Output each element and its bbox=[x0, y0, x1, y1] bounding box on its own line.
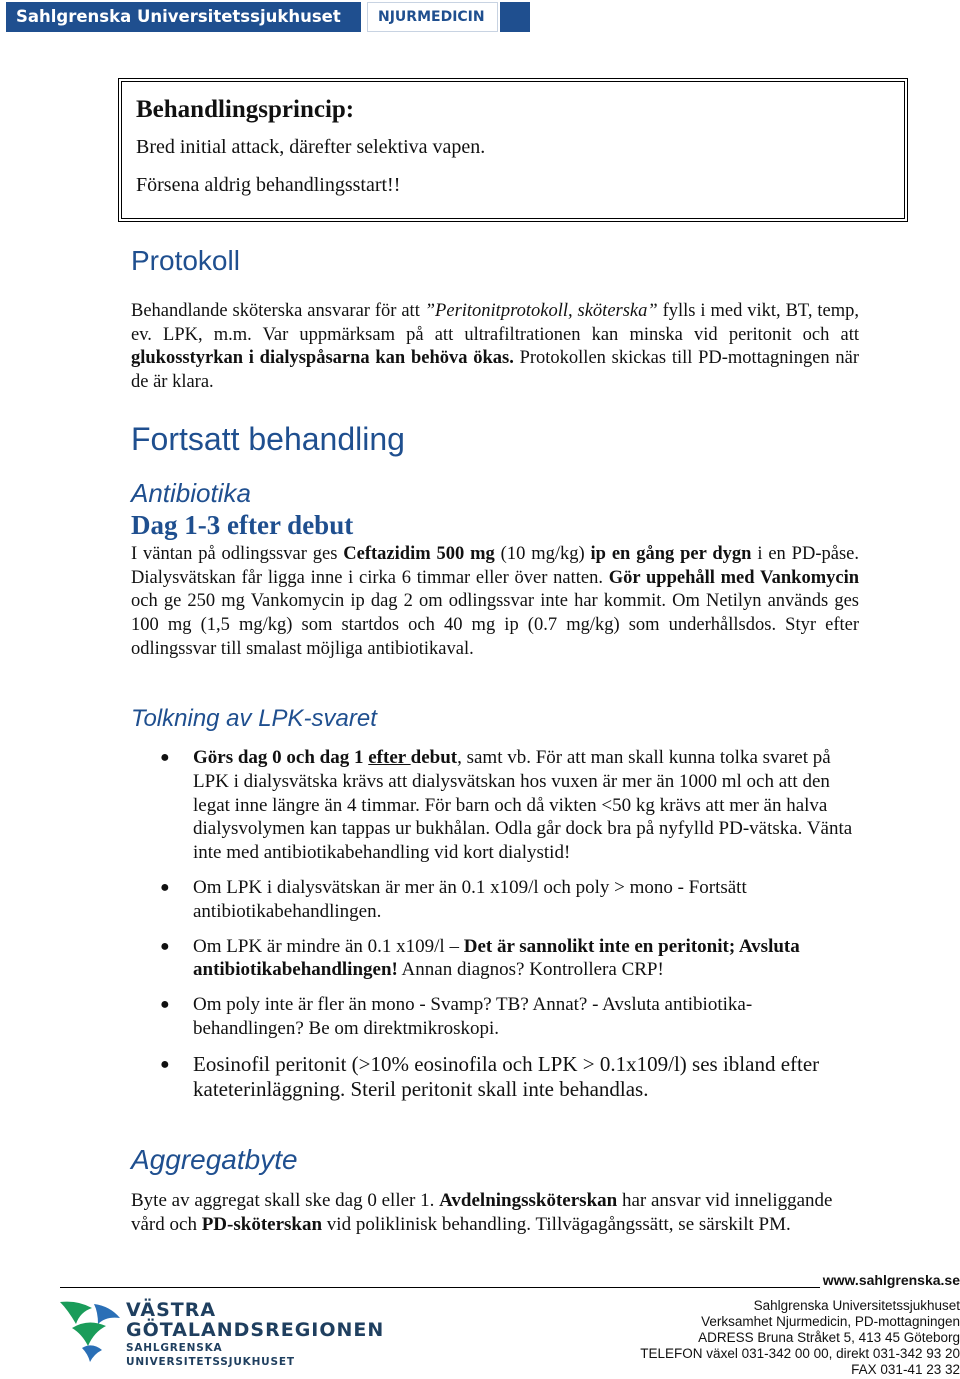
list-item: ● Om poly inte är fler än mono - Svamp? TB? Annat? - Avsluta antibiotika-behandlingen? Be om direktmikroskopi. bbox=[160, 994, 753, 1039]
logo-line-1: VÄSTRA bbox=[126, 1299, 217, 1321]
dag-heading: Dag 1-3 efter debut bbox=[131, 510, 354, 540]
footer-line-2: Verksamhet Njurmedicin, PD-mottagningen bbox=[701, 1314, 960, 1329]
footer-line-4: TELEFON växel 031-342 00 00, direkt 031-342 93 20 bbox=[640, 1346, 960, 1361]
bullet-icon: ● bbox=[160, 1055, 170, 1073]
antibiotika-paragraph: I väntan på odlingssvar ges Ceftazidim 500 mg (10 mg/kg) ip en gång per dygn i en PD-påse. Dialysvätskan får ligga inne i cirka 6 timmar eller över natten. Gör uppehåll med Vankomycin och ge 250 mg Vankomycin ip dag 2 om odlingssvar inte har kommit. Om Netilyn används ges 100 mg (1,5 mg/kg) som startdos och 40 mg ip (0.7 mg/kg) som underhållsdos. Styr efter odlingssvar till smalast möjliga antibiotikaval. bbox=[131, 544, 859, 659]
logo-line-2: GÖTALANDSREGIONEN bbox=[126, 1319, 385, 1341]
bullet-icon: ● bbox=[160, 996, 170, 1014]
fortsatt-heading: Fortsatt behandling bbox=[131, 421, 405, 457]
vgr-logo bbox=[58, 1298, 388, 1368]
header-end-block bbox=[500, 2, 530, 32]
footer-line-1: Sahlgrenska Universitetssjukhuset bbox=[753, 1298, 960, 1313]
bullet-icon: ● bbox=[160, 878, 170, 896]
principle-title: Behandlingsprincip: bbox=[136, 96, 355, 123]
header-banner bbox=[6, 2, 524, 32]
principle-line-2: Försena aldrig behandlingsstart!! bbox=[136, 174, 401, 196]
aggregat-heading: Aggregatbyte bbox=[131, 1144, 298, 1175]
footer-website-link[interactable]: www.sahlgrenska.se bbox=[822, 1272, 960, 1288]
list-item: ● Görs dag 0 och dag 1 efter debut, samt vb. För att man skall kunna tolka svaret på LPK i dialysvätska krävs att dialysvätskan hos vuxen är mer än 1000 ml och att den legat inne längre än 4 timmar. För barn och då vikten <50 kg krävs att mer än halva dialysvolymen kan tappas ur bukhålan. Odla går dock bra på nyfylld PD-vätska. Vänta inte med antibiotikabehandling vid kort dialystid! bbox=[160, 747, 853, 864]
vgr-logo-icon bbox=[58, 1298, 122, 1362]
tolkning-list bbox=[160, 746, 860, 1102]
footer-contact bbox=[640, 1298, 960, 1378]
aggregat-paragraph: Byte av aggregat skall ske dag 0 eller 1. Avdelningssköterskan har ansvar vid inneliggande vård och PD-sköterskan vid poliklinisk behandling. Tillvägagångssätt, se särskilt PM. bbox=[131, 1190, 833, 1235]
logo-line-3: SAHLGRENSKA UNIVERSITETSSJUKHUSET bbox=[126, 1342, 295, 1368]
bullet-icon: ● bbox=[160, 937, 170, 955]
list-item: ● Om LPK i dialysvätskan är mer än 0.1 x109/l och poly > mono - Fortsätt antibiotikabehandlingen. bbox=[160, 876, 747, 922]
footer-divider bbox=[60, 1287, 820, 1288]
protokoll-paragraph: Behandlande sköterska ansvarar för att ”Peritonitprotokoll, sköterska” fylls i med vikt, BT, temp, ev. LPK, m.m. Var uppmärksam på att ultrafiltrationen kan minska vid peritonit och att glukosstyrkan i dialyspåsarna kan behöva ökas. Protokollen skickas till PD-mottagningen när de är klara. bbox=[131, 301, 859, 393]
list-item: ● Eosinofil peritonit (>10% eosinofila och LPK > 0.1x109/l) ses ibland efter kateterinläggning. Steril peritonit skall inte behandlas. bbox=[160, 1051, 820, 1101]
protokoll-heading: Protokoll bbox=[131, 245, 240, 276]
header-org-name: Sahlgrenska Universitetssjukhuset bbox=[6, 2, 361, 32]
antibiotika-heading: Antibiotika bbox=[131, 478, 251, 508]
footer-line-5: FAX 031-41 23 32 bbox=[851, 1362, 960, 1377]
header-department: NJURMEDICIN bbox=[367, 2, 498, 32]
tolkning-heading: Tolkning av LPK-svaret bbox=[131, 705, 377, 732]
principle-line-1: Bred initial attack, därefter selektiva vapen. bbox=[136, 136, 486, 158]
bullet-icon: ● bbox=[160, 749, 170, 766]
principle-box bbox=[118, 78, 908, 222]
footer-line-3: ADRESS Bruna Stråket 5, 413 45 Göteborg bbox=[698, 1330, 960, 1345]
list-item: ● Om LPK är mindre än 0.1 x109/l – Det är sannolikt inte en peritonit; Avsluta antibiotikabehandlingen! Annan diagnos? Kontrollera CRP! bbox=[160, 935, 800, 981]
